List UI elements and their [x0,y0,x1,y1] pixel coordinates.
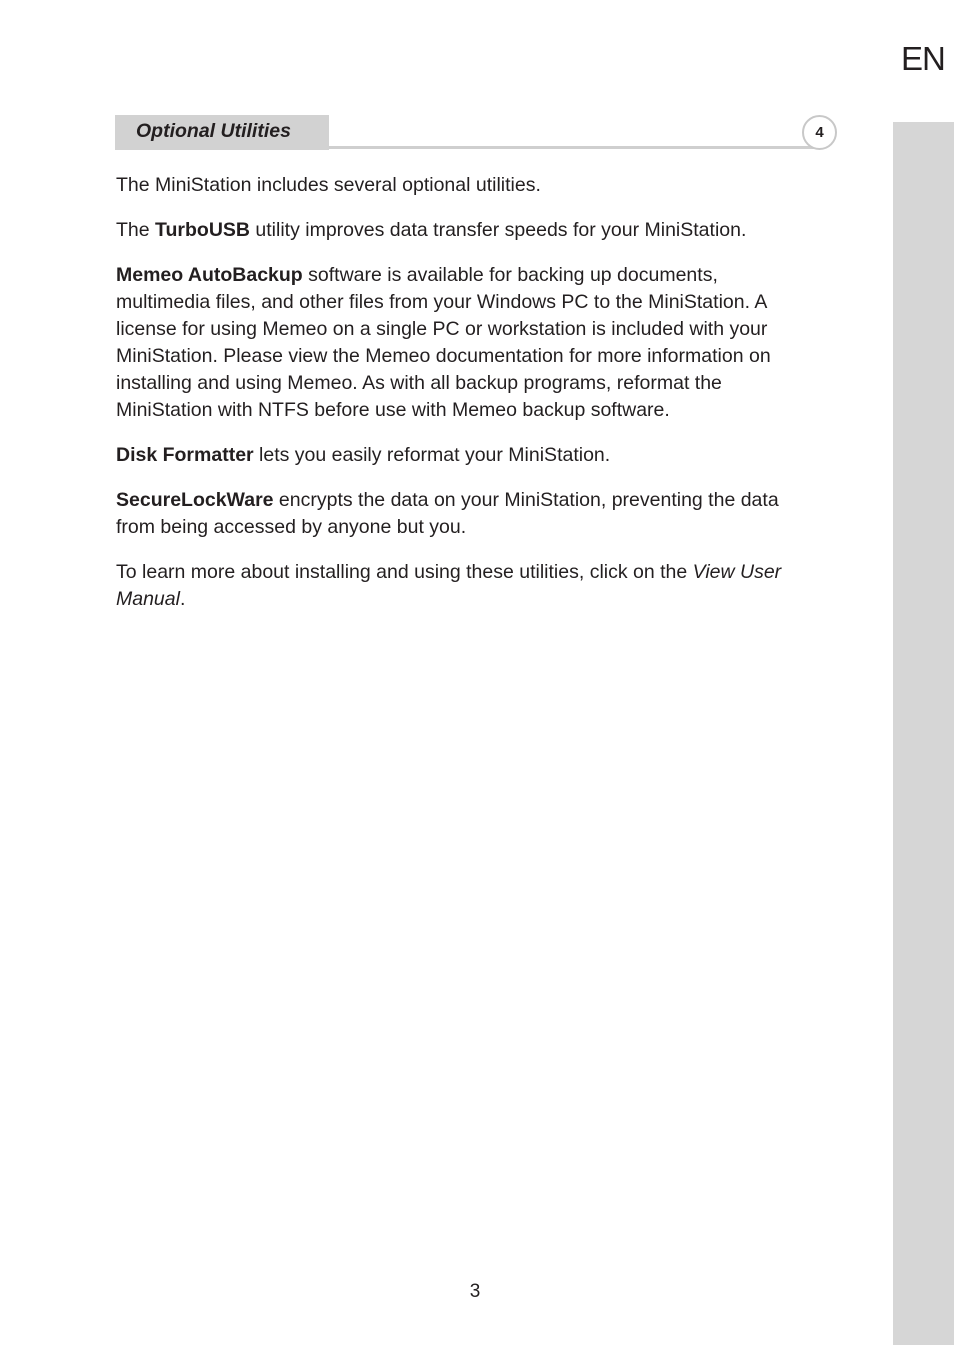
body-content [116,172,816,631]
intro-paragraph [116,172,816,199]
chapter-number-badge: 4 [802,115,837,150]
turbousb-lead: The [116,219,156,241]
closing-end: . [179,588,186,610]
section-title: Optional Utilities [136,120,291,142]
closing-text: To learn more about installing and using these utilities, click on the [116,561,693,583]
disk-formatter-paragraph [116,442,816,469]
page-number: 3 [469,1281,481,1302]
section-header [115,115,840,151]
securelockware-paragraph [116,487,816,541]
disk-formatter-name: Disk Formatter [116,444,254,466]
language-tab: EN [901,40,945,77]
disk-formatter-text: lets you easily reformat your MiniStation. [253,444,611,466]
view-user-manual-reference: View User Manual [116,561,782,610]
section-divider [329,146,821,149]
turbousb-name: TurboUSB [155,219,250,241]
side-strip [893,122,954,1345]
memeo-name: Memeo AutoBackup [116,264,303,286]
turbousb-text: utility improves data transfer speeds for your MiniStation. [250,219,747,241]
memeo-text: software is available for backing up documents, multimedia files, and other files from your Windows PC to the MiniStation. A license for using Memeo on a single PC or workstation is included with your MiniStation. Please view the Memeo documentation for more information on installing and using Memeo. As with all backup programs, reformat the MiniStation with NTFS before use with Memeo backup software. [116,264,771,421]
securelockware-text: encrypts the data on your MiniStation, preventing the data from being accessed by anyone but you. [116,489,779,538]
turbousb-paragraph [116,217,816,244]
memeo-paragraph [116,262,816,424]
intro-text: The MiniStation includes several optional utilities. [116,174,541,196]
section-title-box [115,115,329,150]
securelockware-name: SecureLockWare [116,489,274,511]
closing-paragraph [116,559,816,613]
